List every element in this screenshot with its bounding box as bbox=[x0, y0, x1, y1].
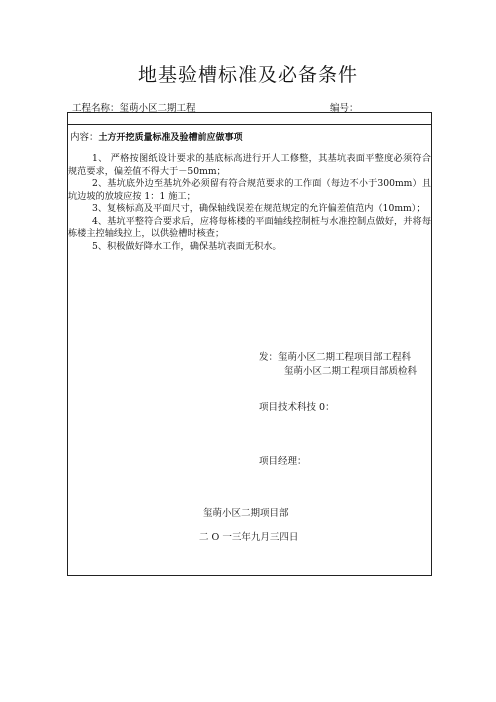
content-title: 土方开挖质量标准及验槽前应做事项 bbox=[98, 133, 243, 143]
issued-to-line2: 玺萌小区二期工程项目部质检科 bbox=[284, 366, 418, 377]
content-box bbox=[67, 112, 432, 576]
issuing-organization: 玺萌小区二期项目部 bbox=[203, 508, 289, 519]
list-item: 5、积极做好降水工作，确保基坑表面无积水。 bbox=[92, 240, 282, 252]
list-item: 1、 严格按图纸设计要求的基底标高进行开人工修整，其基坑表面平整度必须符合规范要求，偏差值不得大于－50mm； bbox=[68, 153, 431, 177]
requirements-list bbox=[68, 153, 433, 253]
document-title: 地基验槽标准及必备条件 bbox=[137, 64, 358, 86]
list-item: 3、复核标高及平面尺寸，确保轴线误差在规范规定的允许偏差值范内（10mm）； bbox=[92, 203, 426, 214]
content-heading bbox=[70, 129, 243, 143]
manager-signature: 项目经理： bbox=[259, 456, 307, 467]
issue-date: 二 O 一三年九月三四日 bbox=[199, 532, 299, 543]
tech-chief-signature: 项目技术科技 0： bbox=[259, 402, 335, 413]
content-label: 内容： bbox=[70, 132, 99, 143]
header-divider bbox=[68, 124, 431, 125]
list-item: 4、基坑平整符合要求后，应将每栋楼的平面轴线控制桩与水准控制点做好，并将每栋楼主控轴线拉上，以供验槽时核查； bbox=[68, 215, 431, 239]
list-item: 2、基坑底外边至基坑外必须留有符合规范要求的工作面（每边不小于300mm）且坑边坡的放坡应按 1：1 施工； bbox=[68, 178, 431, 202]
document-number: 编号： bbox=[330, 103, 359, 114]
project-name: 工程名称：玺萌小区二期工程 bbox=[72, 103, 196, 114]
issued-to-line1: 发：玺萌小区二期工程项目部工程科 bbox=[259, 352, 412, 363]
